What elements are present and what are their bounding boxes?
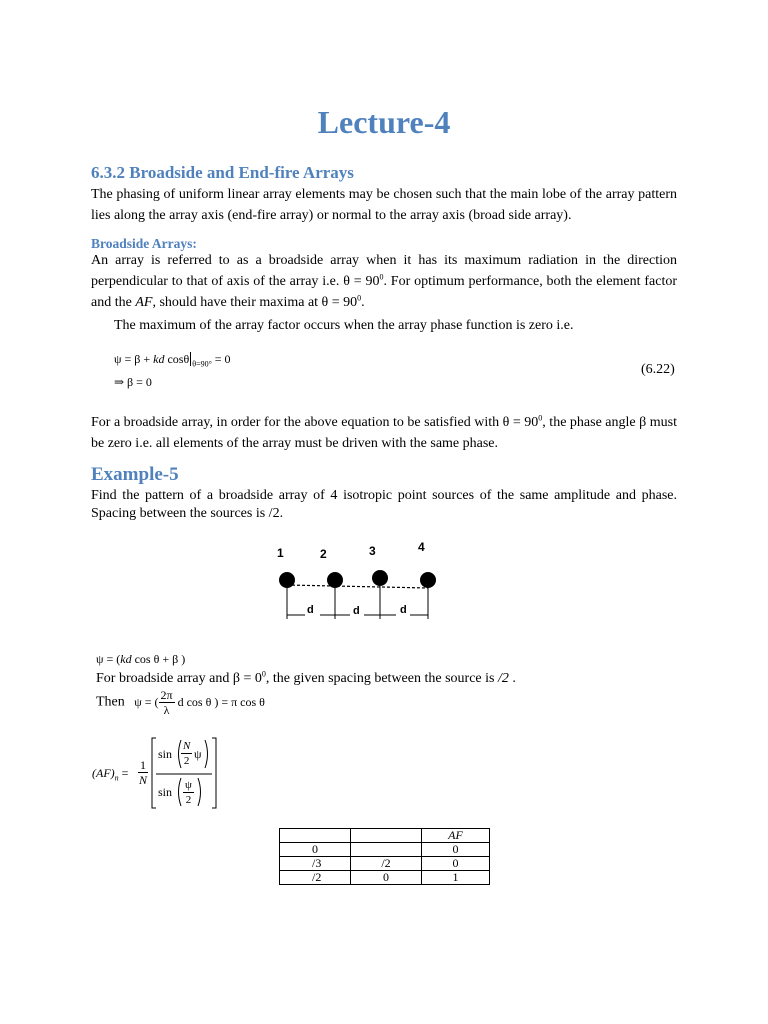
source-label: 1 (277, 546, 284, 560)
spacing-label: d (400, 604, 407, 616)
table-header (280, 829, 351, 843)
source-point (420, 572, 436, 588)
source-point (327, 572, 343, 588)
source-label: 2 (320, 547, 327, 561)
table-cell: /3 (280, 857, 351, 871)
array-diagram-graphic (270, 538, 450, 628)
paren (179, 778, 182, 806)
source-label: 3 (369, 544, 376, 558)
table-cell: 1 (422, 871, 490, 885)
table-row (280, 843, 490, 857)
equation-number: (6.22) (641, 362, 675, 377)
spacing-label: d (353, 605, 360, 617)
right-bracket (212, 738, 216, 808)
table-cell (351, 843, 422, 857)
then-equation: Then ψ = ( $\frac{2\pi}{\lambda}$ d cos θ ) = π cos θ (96, 688, 265, 717)
section-intro: The phasing of uniform linear array elements may be chosen such that the main lobe of the array pattern lies along the array axis (end-fire array) or normal to the array axis (broad side array). (91, 187, 677, 223)
table-cell: 0 (422, 843, 490, 857)
equation-psi: ψ = β + kd cosθ $_{\theta=90^\circ}$ = 0 (114, 352, 231, 369)
one-over-n: $\frac{1}{N}$ (138, 758, 147, 787)
results-table (279, 828, 490, 885)
psi-equation: ψ = (kd cos θ + β ) (96, 652, 186, 666)
paren (205, 740, 208, 768)
table-header (351, 829, 422, 843)
paren (198, 778, 201, 806)
left-bracket (152, 738, 156, 808)
array-factor-sentence: The maximum of the array factor occurs when the array phase function is zero i.e. (114, 318, 574, 333)
source-point (372, 570, 388, 586)
equation-beta: ⇒ β = 0 (114, 375, 152, 389)
table-cell: 0 (422, 857, 490, 871)
spacing-label: d (307, 604, 314, 616)
broadside-heading: Broadside Arrays: (91, 236, 197, 251)
broadside-spacing-line: For broadside array and $\beta = 0^0$, the given spacing between the source is /2 . (96, 669, 516, 686)
table-header-row (280, 829, 490, 843)
table-cell: /2 (351, 857, 422, 871)
example-problem: Find the pattern of a broadside array of 4 isotropic point sources of the same amplitude and phase. Spacing between the sources is /2. (91, 488, 677, 521)
table-row (280, 871, 490, 885)
source-point (279, 572, 295, 588)
broadside-paragraph: An array is referred to as a broadside array when it has its maximum radiation in the direction perpendicular to that of axis of the array i.e. $\theta = 90^0$. For optimum performance, both the element factor and the AF, should have their maxima at $\theta = 90^0$. (91, 253, 677, 310)
table-cell: 0 (280, 843, 351, 857)
source-label: 4 (418, 540, 425, 554)
array-axis-line (287, 585, 428, 588)
broadside-condition-paragraph: For a broadside array, in order for the above equation to be satisfied with $\theta = 90^0$, the phase angle β must be zero i.e. all elements of the array must be driven with the same phase. (91, 413, 677, 451)
page-title: Lecture-4 (317, 104, 451, 140)
array-diagram (270, 538, 450, 628)
table-header: AF (422, 829, 490, 843)
table-cell: 0 (351, 871, 422, 885)
section-heading: 6.3.2 Broadside and End-fire Arrays (91, 163, 354, 182)
array-factor-formula: $(AF)_n$ = $\frac{1}{N}$ sin $\frac{N}{2}$ ψ sin $\frac{\psi}{2}$ (92, 736, 232, 810)
example-heading: Example-5 (91, 464, 179, 485)
table-cell: /2 (280, 871, 351, 885)
table-row (280, 857, 490, 871)
two-pi-over-lambda: $\frac{2\pi}{\lambda}$ (160, 688, 173, 717)
